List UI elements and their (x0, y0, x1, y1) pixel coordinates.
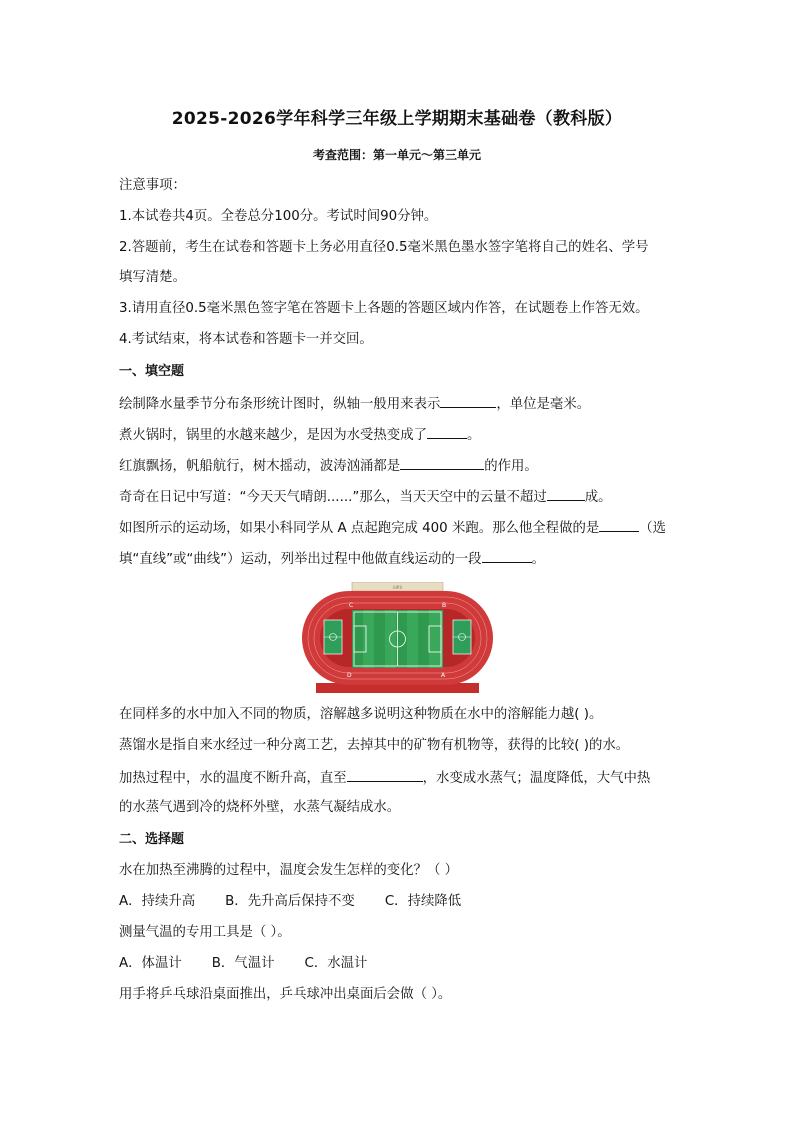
option-a[interactable]: A．体温计 (119, 956, 182, 971)
choice-options-2 (119, 954, 397, 974)
question-text: 加热过程中，水的温度不断升高，直至 (119, 771, 347, 786)
question-text: 如图所示的运动场，如果小科同学从 A 点起跑完成 400 米跑。那么他全程做的是 (119, 521, 600, 536)
point-label: A (441, 672, 446, 679)
grandstand-label: 主席台 (392, 585, 403, 590)
question-text: 煮火锅时，锅里的水越来越少，是因为水受热变成了 (119, 428, 427, 443)
notice-item: 填写清楚。 (119, 270, 186, 285)
question-text: 绘制降水量季节分布条形统计图时，纵轴一般用来表示 (119, 397, 441, 412)
question-fill-6: 在同样多的水中加入不同的物质，溶解越多说明这种物质在水中的溶解能力越( )。 (119, 707, 603, 722)
point-label: C (349, 602, 354, 609)
question-text: 成。 (584, 490, 612, 505)
notice-item: 2.答题前，考生在试卷和答题卡上务必用直径0.5毫米黑色墨水签字笔将自己的姓名、学号 (119, 240, 649, 255)
answer-blank[interactable] (547, 486, 585, 501)
question-text: 的作用。 (484, 459, 538, 474)
notice-heading: 注意事项： (119, 178, 186, 193)
question-fill-2 (119, 424, 480, 446)
answer-blank[interactable] (427, 424, 467, 439)
answer-blank[interactable] (599, 517, 639, 532)
page-title: 2025-2026学年科学三年级上学期期末基础卷（教科版） (171, 109, 623, 129)
question-fill-4 (119, 486, 612, 508)
option-b[interactable]: B．气温计 (211, 956, 275, 971)
question-choice-3: 用手将乒乓球沿桌面推出，乒乓球冲出桌面后会做（ ）。 (119, 987, 452, 1002)
question-text: ，水变成水蒸气；温度降低，大气中热 (422, 771, 651, 786)
question-text: （选 (639, 521, 667, 536)
question-choice-1: 水在加热至沸腾的过程中，温度会发生怎样的变化？（ ） (119, 863, 459, 878)
question-text: 奇奇在日记中写道：“今天天气晴朗......”那么，当天天空中的云量不超过 (119, 490, 547, 505)
question-fill-7: 蒸馏水是指自来水经过一种分离工艺，去掉其中的矿物有机物等，获得的比较( )的水。 (119, 738, 630, 753)
question-fill-1 (119, 393, 590, 415)
question-text: 填“直线”或“曲线”）运动，列举出过程中他做直线运动的一段 (119, 552, 482, 567)
section-heading-fill-in: 一、填空题 (119, 364, 185, 379)
answer-blank[interactable] (482, 548, 532, 563)
point-label: B (442, 602, 447, 609)
question-choice-2: 测量气温的专用工具是（ ）。 (119, 925, 291, 940)
option-c[interactable]: C．水温计 (304, 956, 368, 971)
option-a[interactable]: A．持续升高 (119, 894, 196, 909)
notice-item: 4.考试结束，将本试卷和答题卡一并交回。 (119, 332, 373, 347)
question-fill-3 (119, 455, 538, 477)
answer-blank[interactable] (347, 767, 423, 782)
option-b[interactable]: B．先升高后保持不变 (225, 894, 355, 909)
choice-options-1 (119, 892, 491, 912)
question-fill-8-cont: 的水蒸气遇到冷的烧杯外壁，水蒸气凝结成水。 (119, 800, 401, 815)
question-text: ，单位是毫米。 (496, 397, 591, 412)
question-fill-8 (119, 767, 650, 789)
page-subtitle: 考查范围：第一单元～第三单元 (312, 148, 481, 162)
answer-blank[interactable] (440, 393, 496, 408)
option-c[interactable]: C．持续降低 (384, 894, 462, 909)
question-text: 红旗飘扬，帆船航行，树木摇动，波涛汹涌都是 (119, 459, 401, 474)
stadium-figure (300, 582, 495, 694)
point-label: D (347, 672, 352, 679)
answer-blank[interactable] (400, 455, 484, 470)
question-fill-5 (119, 517, 666, 539)
question-fill-5-cont (119, 548, 545, 570)
notice-item: 3.请用直径0.5毫米黑色签字笔在答题卡上各题的答题区域内作答，在试题卷上作答无效。 (119, 301, 649, 316)
question-text: 。 (531, 552, 545, 567)
question-text: 。 (466, 428, 481, 443)
section-heading-choice: 二、选择题 (119, 832, 185, 847)
notice-item: 1.本试卷共4页。全卷总分100分。考试时间90分钟。 (119, 209, 438, 224)
